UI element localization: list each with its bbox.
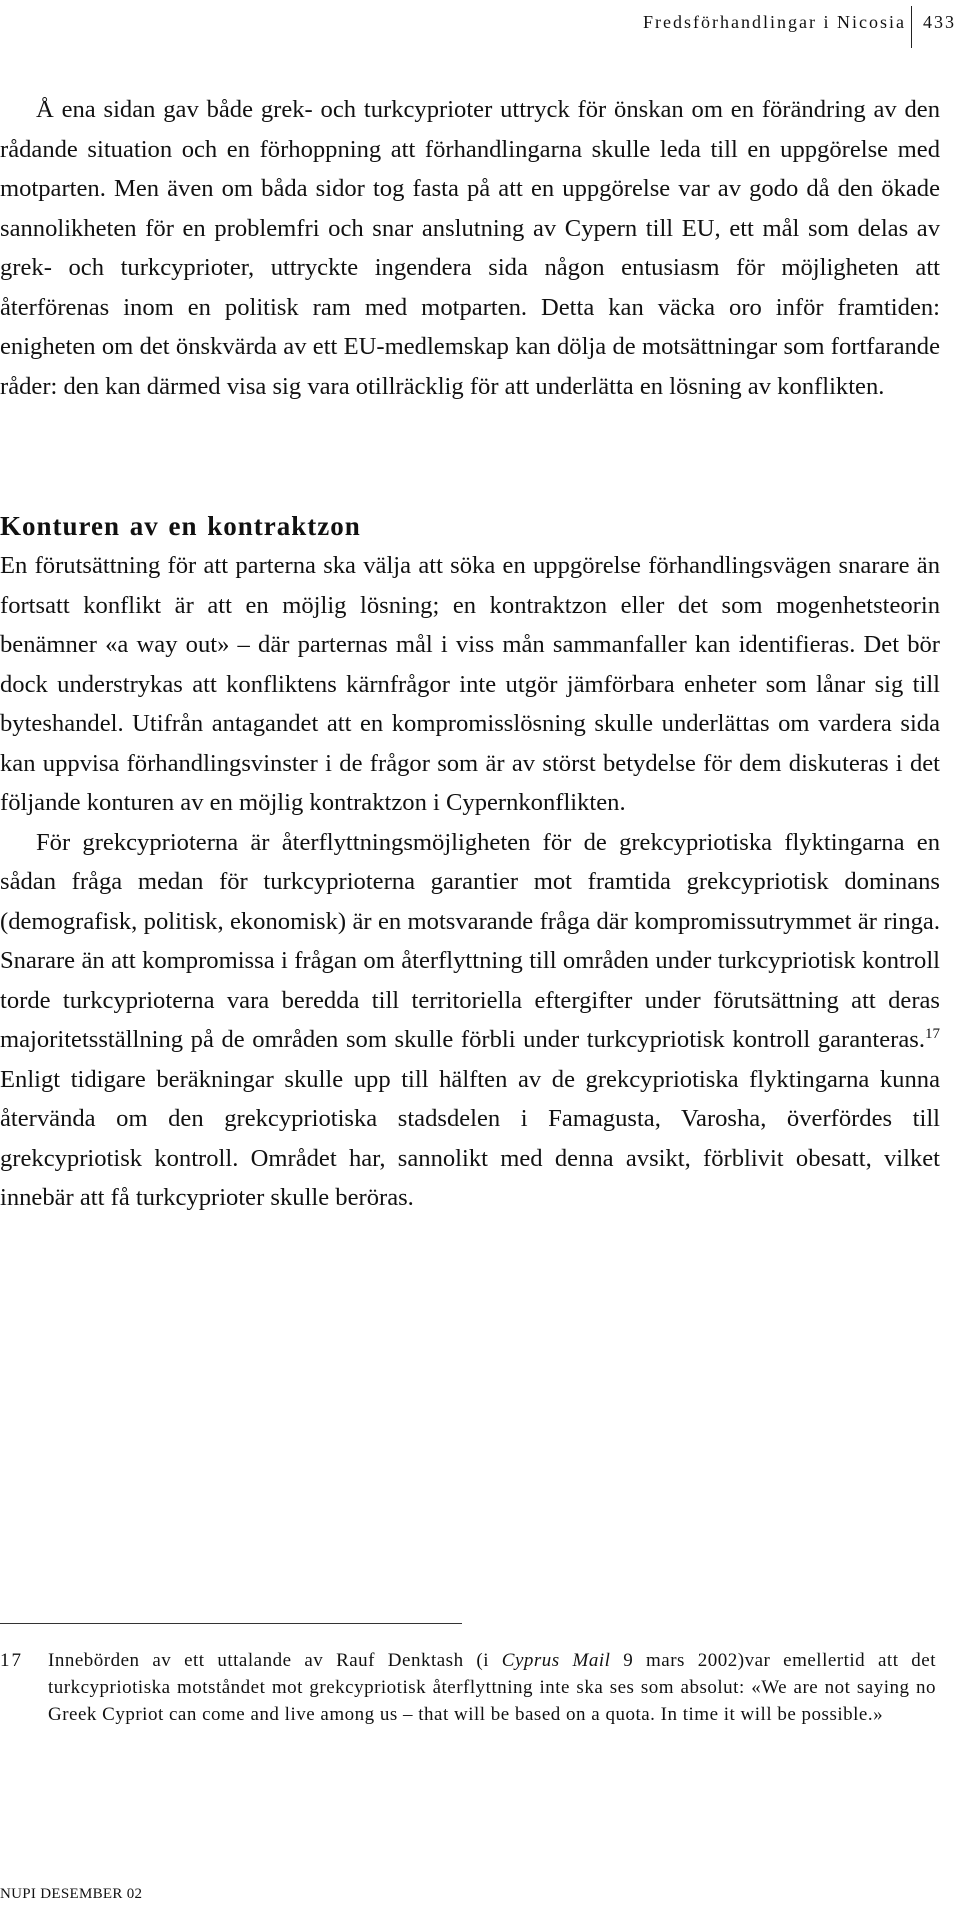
paragraph-3-text-b: Enligt tidigare beräkningar skulle upp till hälften av de grekcypriotiska flyktingarna kunna återvända om den grekcypriotiska stadsdelen i Famagusta, Varosha, överfördes till grekcypriotisk kontroll. Området har, sannolikt med denna avsikt, förblivit obesatt, vilket innebär att få turkcyprioter skulle beröras. (0, 1065, 940, 1211)
paragraph-1: Å ena sidan gav både grek- och turkcyprioter uttryck för önskan om en förändring av den rådande situation och en förhoppning att förhandlingarna skulle leda till en uppgörelse med motparten. Men även om båda sidor tog fasta på att en uppgörelse var av godo då den ökade sannolikheten för en problemfri och snar anslutning av Cypern till EU, ett mål som delas av grek- och turkcyprioter, uttryckte ingendera sida någon entusiasm för möjligheten att återförenas inom en politisk ram med motparten. Detta kan väcka oro inför framtiden: enigheten om det önskvärda av ett EU-medlemskap kan dölja de motsättningar som fortfarande råder: den kan därmed visa sig vara otillräcklig för att underlätta en lösning av konflikten. (0, 96, 940, 400)
footnote-number: 17 (0, 1650, 23, 1671)
section-heading: Konturen av en kontraktzon (0, 511, 361, 541)
footnote-text (48, 1647, 936, 1728)
paragraph-3 (0, 823, 940, 1218)
footnote-reference[interactable]: 17 (925, 1026, 940, 1042)
footnote-source: Cyprus Mail (501, 1650, 611, 1671)
footnote-text-b: 9 mars 2002)var emellertid att det turkcypriotiska motståndet mot grekcypriotisk återflyttning inte ska ses som absolut: «We are not saying no Greek Cypriot can come and live among us – that will be based on a quota. In time it will be possible.» (48, 1650, 936, 1725)
footnote-divider (0, 1623, 462, 1624)
running-title: Fredsförhandlingar i Nicosia (643, 12, 906, 32)
page-footer: NUPI DESEMBER 02 (0, 1886, 143, 1902)
header-divider (911, 6, 912, 48)
running-header (0, 6, 960, 50)
page-number: 433 (923, 12, 956, 32)
paragraph-3-text-a: För grekcyprioterna är återflyttningsmöjligheten för de grekcypriotiska flyktingarna en sådan fråga medan för turkcyprioterna garantier mot framtida grekcypriotisk dominans (demografisk, politisk, ekonomisk) är en motsvarande fråga där kompromissutrymmet är ringa. Snarare än att kompromissa i frågan om återflyttning till områden under turkcypriotisk kontroll torde turkcyprioterna vara beredda till territoriella eftergifter under förutsättning att deras majoritetsställning på de områden som skulle förbli under turkcypriotisk kontroll garanteras. (0, 828, 940, 1053)
paragraph-2: En förutsättning för att parterna ska välja att söka en uppgörelse förhandlingsvägen snarare än fortsatt konflikt är att en möjlig lösning; en kontraktzon eller det som mogenhetsteorin benämner «a way out» – där parternas mål i viss mån sammanfaller kan identifieras. Det bör dock understrykas att konfliktens kärnfrågor inte utgör jämförbara enheter som lånar sig till byteshandel. Utifrån antagandet att en kompromisslösning skulle underlättas om vardera sida kan uppvisa förhandlingsvinster i de frågor som är av störst betydelse för dem diskuteras i det följande konturen av en möjlig kontraktzon i Cypernkonflikten. (0, 552, 940, 816)
footnote-text-a: Innebörden av ett uttalande av Rauf Denktash (i (48, 1650, 502, 1671)
footnote (0, 1647, 936, 1728)
main-text (0, 90, 940, 1218)
